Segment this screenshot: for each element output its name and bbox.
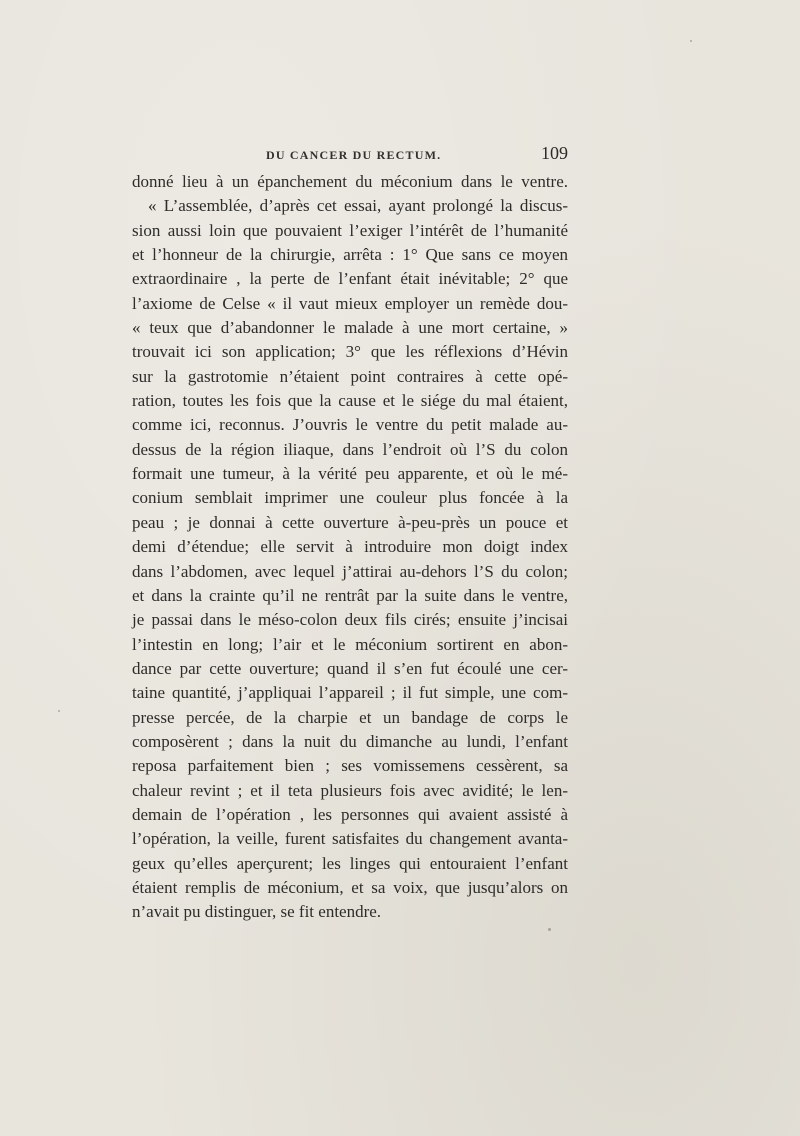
text-line: « L’assemblée, d’après cet essai, ayant prolongé la discus- [148,196,568,216]
text-line: conium semblait imprimer une couleur plus foncée à la [132,488,568,508]
text-line: demi d’étendue; elle servit à introduire mon doigt index [132,537,568,557]
text-line: reposa parfaitement bien ; ses vomissemens cessèrent, sa [132,756,568,776]
text-line: peau ; je donnai à cette ouverture à-peu-près un pouce et [132,512,568,532]
text-line: chaleur revint ; et il teta plusieurs fois avec avidité; le len- [132,780,568,800]
text-line: formait une tumeur, à la vérité peu apparente, et où le mé- [132,464,568,484]
text-line: geux qu’elles aperçurent; les linges qui entouraient l’enfant [132,853,568,873]
text-line: et l’honneur de la chirurgie, arrêta : 1° Que sans ce moyen [132,245,568,265]
text-line: demain de l’opération , les personnes qui avaient assisté à [132,804,568,824]
page-header [266,143,568,168]
text-line: comme ici, reconnus. J’ouvris le ventre du petit malade au- [132,415,568,435]
text-line: je passai dans le méso-colon deux fils cirés; ensuite j’incisai [132,610,568,630]
text-line: sur la gastrotomie n’étaient point contraires à cette opé- [132,366,568,386]
text-line: dessus de la région iliaque, dans l’endroit où l’S du colon [132,439,568,459]
text-line: extraordinaire , la perte de l’enfant était inévitable; 2° que [132,269,568,289]
text-line: dans l’abdomen, avec lequel j’attirai au-dehors l’S du colon; [132,561,568,581]
text-line: n’avait pu distinguer, se fit entendre. [132,902,382,922]
text-line: composèrent ; dans la nuit du dimanche au lundi, l’enfant [132,731,568,751]
body-text [132,170,568,925]
text-line: et dans la crainte qu’il ne rentrât par la suite dans le ventre, [132,585,568,605]
text-line: trouvait ici son application; 3° que les réflexions d’Hévin [132,342,568,362]
text-line: ration, toutes les fois que la cause et le siége du mal étaient, [132,391,568,411]
text-line: « teux que d’abandonner le malade à une mort certaine, » [132,318,568,338]
text-line: presse percée, de la charpie et un bandage de corps le [132,707,568,727]
paper-speck [58,710,60,712]
paper-speck [548,928,551,931]
text-line: l’opération, la veille, furent satisfaites du changement avanta- [132,829,568,849]
text-line: donné lieu à un épanchement du méconium dans le ventre. [132,172,568,191]
page-number: 109 [541,143,568,163]
running-head: DU CANCER DU RECTUM. [266,148,442,162]
text-line: l’intestin en long; l’air et le méconium sortirent en abon- [132,634,568,654]
paper-speck [690,40,692,42]
text-line: sion aussi loin que pouvaient l’exiger l’intérêt de l’humanité [132,220,568,240]
text-line: l’axiome de Celse « il vaut mieux employer un remède dou- [132,293,568,313]
text-line: dance par cette ouverture; quand il s’en fut écoulé une cer- [132,658,568,678]
text-line: taine quantité, j’appliquai l’appareil ; il fut simple, une com- [132,683,568,703]
text-line: étaient remplis de méconium, et sa voix, que jusqu’alors on [132,877,568,897]
